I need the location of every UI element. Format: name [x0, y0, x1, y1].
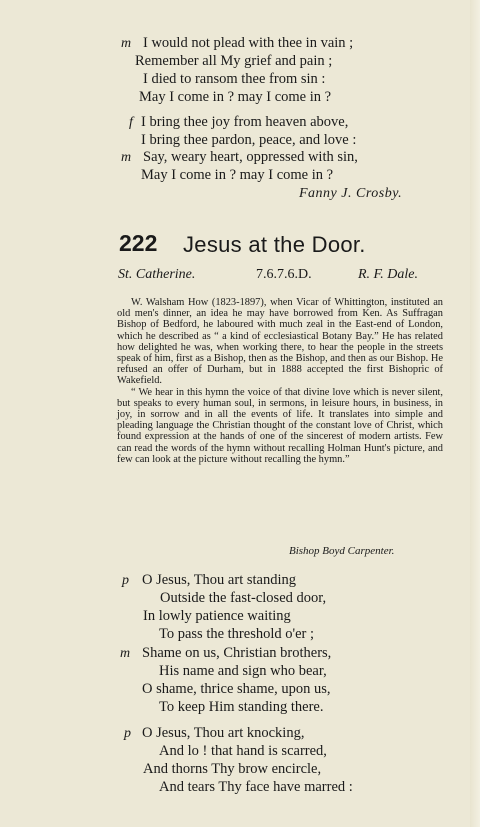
verse-line: Say, weary heart, oppressed with sin, [143, 149, 358, 165]
verse-line: O Jesus, Thou art standing [142, 572, 296, 588]
note-paragraph: W. Walsham How (1823-1897), when Vicar of Whittington, instituted an old men's dinner, an idea he may have borrowed from Ken. As Suffragan Bishop of Bedford, he laboured with much zeal in the East-end of London, which he described as “ a kind of ecclesiastical Botany Bay.” He has related how delighted he was, when working there, to hear the people in the streets speak of him, first as a Bishop, then as the Bishop, and then as our Bishop. He refused an offer of Durham, but in 1888 accepted the first Bishopric of Wakefield. [117, 297, 443, 387]
verse-line: O Jesus, Thou art knocking, [142, 725, 305, 741]
verse-line: To keep Him standing there. [159, 699, 324, 715]
page-edge [470, 0, 480, 827]
verse-line: To pass the threshold o'er ; [159, 626, 315, 642]
dynamic-mark-p: p [122, 573, 129, 588]
verse-line: I bring thee joy from heaven above, [141, 114, 349, 130]
verse-line: Remember all My grief and pain ; [135, 53, 333, 69]
tune-name: St. Catherine. [118, 267, 196, 282]
verse-line: I died to ransom thee from sin : [143, 71, 326, 87]
verse-line: I bring thee pardon, peace, and love : [141, 132, 357, 148]
meter: 7.6.7.6.D. [256, 267, 312, 282]
verse-line: Outside the fast-closed door, [160, 590, 327, 606]
verse-line: And thorns Thy brow encircle, [143, 761, 322, 777]
verse-line: And tears Thy face have marred : [159, 779, 353, 795]
verse-line: In lowly patience waiting [143, 608, 291, 624]
note-quote: “ We hear in this hymn the voice of that divine love which is never silent, but speaks to every human soul, in sermons, in leisure hours, in business, in joy, in sorrow and in all the events of life. It translates into simple and pleading language the Christian thought of the constant love of Christ, which found expression at the hands of one of the sincerest of modern artists. Few can read the words of the hymn without recalling Holman Hunt's picture, and few can look at the picture without recalling the hymn.” [117, 386, 443, 465]
verse-line: May I come in ? may I come in ? [139, 89, 332, 105]
verse-line: His name and sign who bear, [159, 663, 327, 679]
historical-note [117, 297, 443, 465]
dynamic-mark-p: p [124, 726, 131, 741]
dynamic-mark-f: f [129, 115, 133, 130]
dynamic-mark-m: m [121, 150, 132, 165]
dynamic-mark-m: m [121, 36, 132, 51]
verse-line: May I come in ? may I come in ? [141, 167, 334, 183]
dynamic-mark-m: m [120, 646, 131, 661]
verse-line: I would not plead with thee in vain ; [143, 35, 354, 51]
composer: R. F. Dale. [358, 267, 419, 282]
verse-line: O shame, thrice shame, upon us, [142, 681, 331, 697]
verse-line: And lo ! that hand is scarred, [159, 743, 327, 759]
hymn-number: 222 [119, 230, 158, 256]
verse-line: Shame on us, Christian brothers, [142, 645, 332, 661]
hymn-title: Jesus at the Door. [183, 232, 366, 257]
note-signature: Bishop Boyd Carpenter. [289, 545, 395, 557]
author-attribution: Fanny J. Crosby. [299, 186, 403, 201]
